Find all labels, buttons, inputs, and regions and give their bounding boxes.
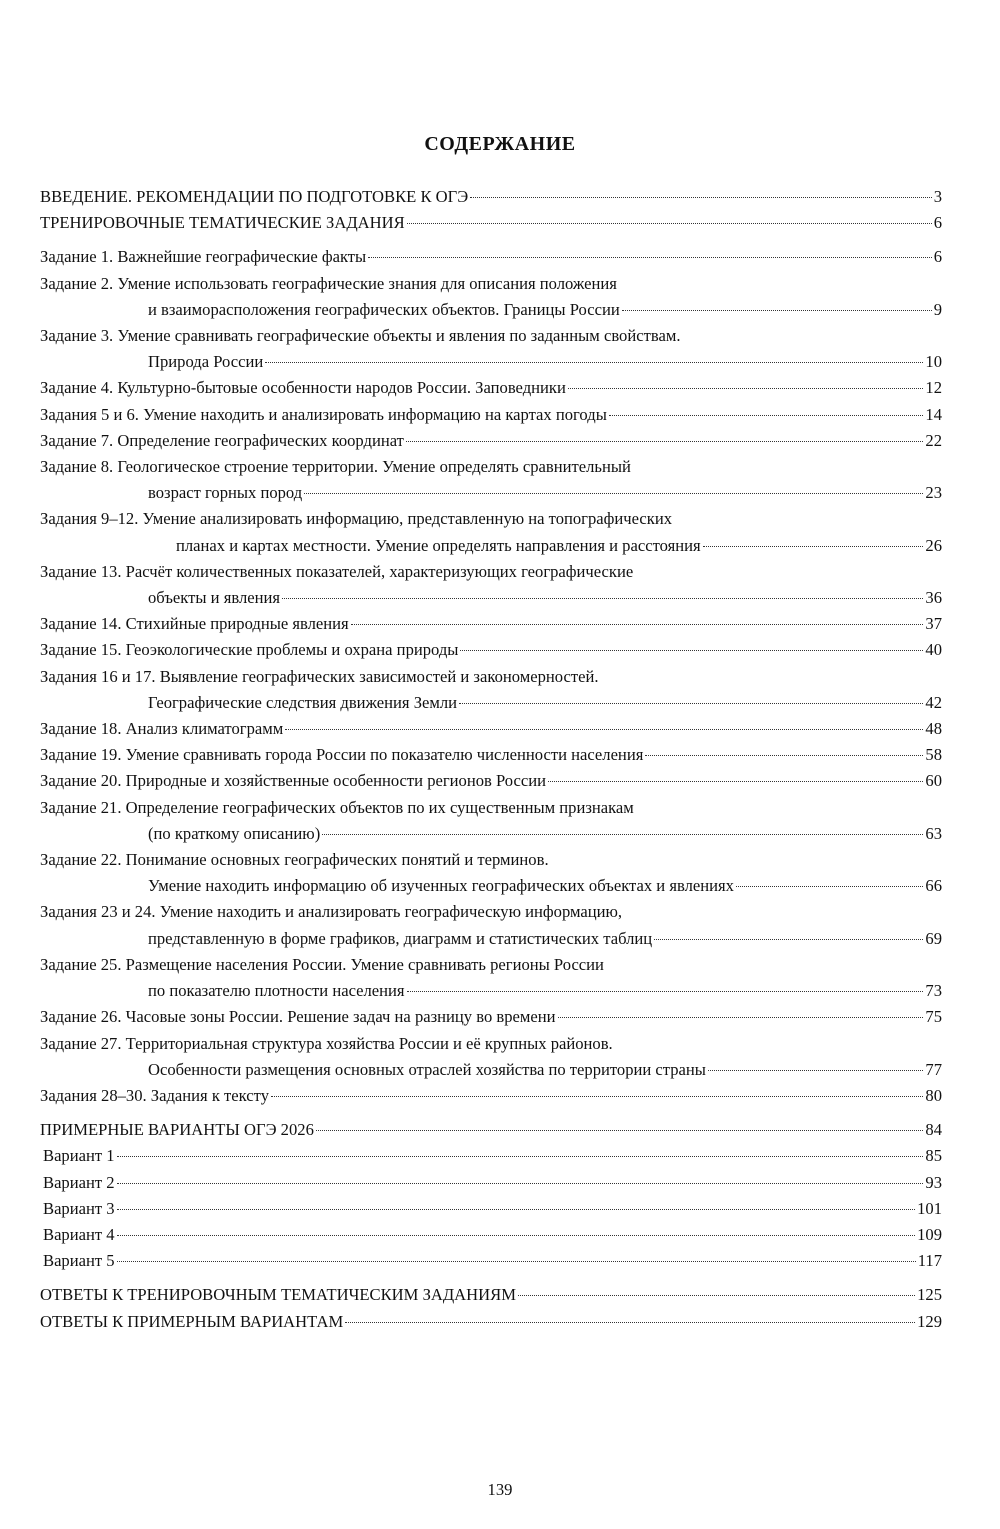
toc-entry <box>40 899 942 951</box>
toc-entry-title: ОТВЕТЫ К ТРЕНИРОВОЧНЫМ ТЕМАТИЧЕСКИМ ЗАДАНИЯМ <box>40 1285 516 1305</box>
toc-page-number: 60 <box>925 771 942 791</box>
toc-entry-title: Природа России <box>148 352 264 372</box>
toc-page-number: 66 <box>925 876 942 896</box>
toc-entry-title: по показателю плотности населения <box>148 981 405 1001</box>
toc-page-number: 6 <box>933 247 942 267</box>
dot-leader <box>282 597 923 599</box>
toc-entry <box>40 1083 942 1109</box>
toc-entry <box>40 1222 942 1248</box>
dot-leader <box>117 1208 916 1210</box>
page-number: 139 <box>487 1480 513 1499</box>
toc-entry-title-line: Задание 2. Умение использовать географические знания для описания положения <box>40 273 617 293</box>
toc-page-number: 129 <box>917 1311 942 1331</box>
dot-leader <box>368 256 931 258</box>
dot-leader <box>285 728 923 730</box>
toc-entry-title: Задание 15. Геоэкологические проблемы и охрана природы <box>40 640 459 660</box>
toc-entry <box>40 637 942 663</box>
dot-leader <box>345 1321 915 1323</box>
dot-leader <box>460 649 923 651</box>
toc-entry <box>40 1196 942 1222</box>
dot-leader <box>117 1234 916 1236</box>
toc-entry <box>40 1004 942 1030</box>
toc-entry <box>40 952 942 1004</box>
table-of-contents <box>40 184 942 1335</box>
toc-entry-title: Вариант 5 <box>43 1251 115 1271</box>
toc-entry-title: (по краткому описанию) <box>148 823 321 843</box>
toc-page-number: 101 <box>917 1198 942 1218</box>
toc-page-number: 93 <box>925 1172 942 1192</box>
toc-entry <box>40 1117 942 1143</box>
toc-page-number: 14 <box>925 404 942 424</box>
toc-entry <box>40 375 942 401</box>
dot-leader <box>117 1260 916 1262</box>
toc-page-number: 9 <box>933 299 942 319</box>
toc-entry-title: Вариант 1 <box>43 1146 115 1166</box>
toc-entry-title: Задания 28–30. Задания к тексту <box>40 1085 270 1105</box>
toc-entry <box>40 768 942 794</box>
toc-page-number: 26 <box>925 535 942 555</box>
dot-leader <box>459 702 923 704</box>
toc-entry <box>40 454 942 506</box>
toc-entry <box>40 506 942 558</box>
dot-leader <box>351 623 924 625</box>
toc-page-number: 42 <box>925 692 942 712</box>
dot-leader <box>568 387 924 389</box>
dot-leader <box>271 1095 923 1097</box>
toc-page-number: 63 <box>925 823 942 843</box>
toc-entry <box>40 1143 942 1169</box>
toc-entry <box>40 428 942 454</box>
toc-entry-title: ВВЕДЕНИЕ. РЕКОМЕНДАЦИИ ПО ПОДГОТОВКЕ К ОГЭ <box>40 187 469 206</box>
dot-leader <box>703 545 924 547</box>
toc-entry <box>40 271 942 323</box>
toc-page-number: 40 <box>925 640 942 660</box>
toc-page-number: 22 <box>925 430 942 450</box>
dot-leader <box>558 1016 924 1018</box>
toc-page-number: 84 <box>925 1120 942 1140</box>
dot-leader <box>548 780 923 782</box>
toc-page-number: 10 <box>925 352 942 372</box>
toc-page-number: 37 <box>925 614 942 634</box>
dot-leader <box>117 1182 924 1184</box>
dot-leader <box>316 1129 924 1131</box>
dot-leader <box>654 938 923 940</box>
toc-entry-title-line: Задание 27. Территориальная структура хозяйства России и её крупных районов. <box>40 1033 613 1053</box>
toc-entry-title: Задание 20. Природные и хозяйственные особенности регионов России <box>40 771 547 791</box>
toc-entry-title: Задание 7. Определение географических координат <box>40 430 404 450</box>
toc-entry-title: ТРЕНИРОВОЧНЫЕ ТЕМАТИЧЕСКИЕ ЗАДАНИЯ <box>40 213 405 233</box>
toc-entry <box>40 1031 942 1083</box>
dot-leader <box>518 1294 915 1296</box>
toc-entry-title: Умение находить информацию об изученных географических объектах и явлениях <box>148 876 734 896</box>
toc-entry <box>40 323 942 375</box>
dot-leader <box>622 309 932 311</box>
toc-entry <box>40 847 942 899</box>
dot-leader <box>407 990 924 992</box>
toc-entry-title: Задание 18. Анализ климатограмм <box>40 719 284 739</box>
toc-page-number: 125 <box>917 1285 942 1305</box>
toc-page-number: 117 <box>917 1251 942 1271</box>
dot-leader <box>304 492 923 494</box>
toc-entry-title-line: Задания 16 и 17. Выявление географических зависимостей и закономерностей. <box>40 666 599 686</box>
toc-entry <box>40 795 942 847</box>
toc-page-number: 75 <box>925 1007 942 1027</box>
dot-leader <box>736 885 923 887</box>
dot-leader <box>265 361 923 363</box>
toc-entry-title: Географические следствия движения Земли <box>148 692 458 712</box>
toc-entry-title: Вариант 3 <box>43 1198 115 1218</box>
dot-leader <box>470 196 931 198</box>
toc-entry <box>40 1170 942 1196</box>
toc-entry-title: Вариант 2 <box>43 1172 115 1192</box>
toc-entry <box>40 742 942 768</box>
toc-page-number: 58 <box>925 745 942 765</box>
dot-leader <box>609 414 924 416</box>
dot-leader <box>322 833 923 835</box>
toc-page-number: 23 <box>925 483 942 503</box>
toc-entry-title-line: Задание 13. Расчёт количественных показателей, характеризующих географические <box>40 561 634 581</box>
dot-leader <box>407 222 932 224</box>
toc-entry-title: ПРИМЕРНЫЕ ВАРИАНТЫ ОГЭ 2026 <box>40 1120 314 1140</box>
toc-entry-title-line: Задания 23 и 24. Умение находить и анализировать географическую информацию, <box>40 902 623 922</box>
toc-page-number: 36 <box>925 588 942 608</box>
toc-entry-title: возраст горных пород <box>148 483 303 503</box>
toc-entry-title-line: Задание 25. Размещение населения России. Умение сравнивать регионы России <box>40 954 604 974</box>
toc-page-number: 80 <box>925 1085 942 1105</box>
dot-leader <box>117 1155 924 1157</box>
toc-page-number: 6 <box>933 213 942 233</box>
toc-entry <box>40 184 942 210</box>
toc-entry-title: ОТВЕТЫ К ПРИМЕРНЫМ ВАРИАНТАМ <box>40 1311 344 1331</box>
toc-page-number: 12 <box>925 378 942 398</box>
toc-page-number: 109 <box>917 1224 942 1244</box>
toc-entry-title: объекты и явления <box>148 588 280 608</box>
toc-entry-title: Вариант 4 <box>43 1224 115 1244</box>
toc-entry-title: Задание 14. Стихийные природные явления <box>40 614 349 634</box>
toc-page-number: 3 <box>933 187 942 206</box>
toc-page-number: 69 <box>925 928 942 948</box>
toc-entry-title-line: Задание 8. Геологическое строение территории. Умение определять сравнительный <box>40 457 631 477</box>
dot-leader <box>406 440 924 442</box>
toc-entry-title: и взаиморасположения географических объектов. Границы России <box>148 299 620 319</box>
toc-entry-title: Задания 5 и 6. Умение находить и анализировать информацию на картах погоды <box>40 404 607 424</box>
toc-entry <box>40 716 942 742</box>
toc-entry-title: представленную в форме графиков, диаграмм и статистических таблиц <box>148 928 653 948</box>
toc-entry-title: Задание 19. Умение сравнивать города России по показателю численности населения <box>40 745 644 765</box>
toc-entry-title-line: Задание 3. Умение сравнивать географические объекты и явления по заданным свойствам. <box>40 326 681 346</box>
toc-entry-title: Задание 26. Часовые зоны России. Решение задач на разницу во времени <box>40 1007 556 1027</box>
dot-leader <box>708 1069 923 1071</box>
toc-entry-title-line: Задание 21. Определение географических объектов по их существенным признакам <box>40 797 634 817</box>
toc-page-number: 48 <box>925 719 942 739</box>
toc-entry <box>40 210 942 236</box>
toc-entry <box>40 559 942 611</box>
toc-entry-title: Особенности размещения основных отраслей хозяйства по территории страны <box>148 1059 706 1079</box>
toc-entry <box>40 611 942 637</box>
toc-entry <box>40 1248 942 1274</box>
toc-page-number: 77 <box>925 1059 942 1079</box>
toc-entry-title: Задание 1. Важнейшие географические факты <box>40 247 367 267</box>
page-title: СОДЕРЖАНИЕ <box>424 133 576 155</box>
toc-entry-title: Задание 4. Культурно-бытовые особенности народов России. Заповедники <box>40 378 566 398</box>
toc-entry <box>40 244 942 270</box>
toc-page-number: 85 <box>925 1146 942 1166</box>
toc-entry-title-line: Задания 9–12. Умение анализировать информацию, представленную на топографических <box>40 509 673 529</box>
toc-entry <box>40 1309 942 1335</box>
toc-entry-title-line: Задание 22. Понимание основных географических понятий и терминов. <box>40 850 549 870</box>
toc-entry-title: планах и картах местности. Умение определять направления и расстояния <box>176 535 701 555</box>
toc-entry <box>40 1282 942 1308</box>
dot-leader <box>645 754 923 756</box>
toc-page-number: 73 <box>925 981 942 1001</box>
toc-entry <box>40 402 942 428</box>
toc-entry <box>40 664 942 716</box>
